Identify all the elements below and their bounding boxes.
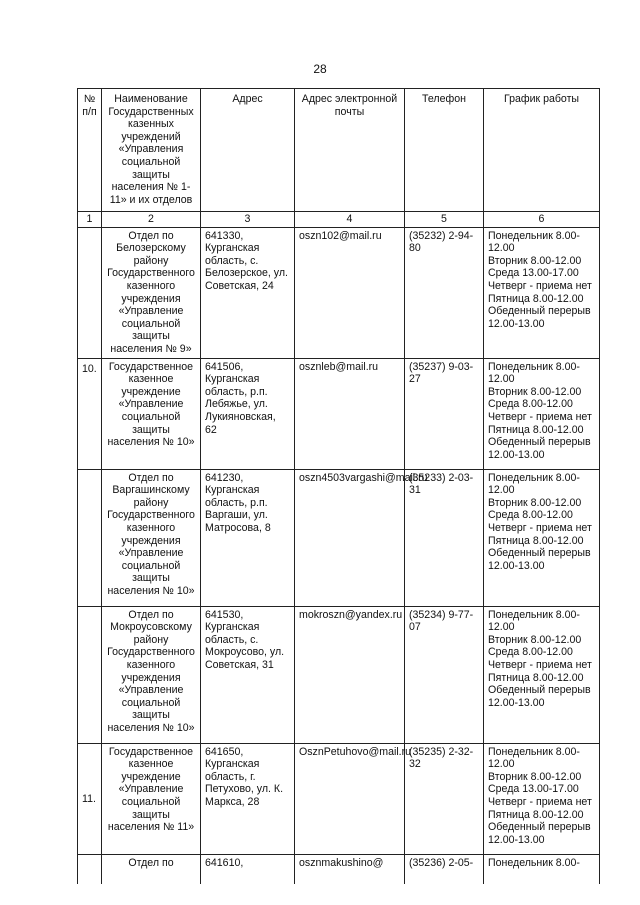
column-number-row <box>78 212 600 228</box>
phone-cell: (35236) 2-05- <box>405 854 484 884</box>
schedule-line: Четверг - приема нет <box>488 410 592 423</box>
schedule-line: Среда 8.00-12.00 <box>488 398 573 411</box>
phone-cell: (35233) 2-03-31 <box>405 469 484 606</box>
column-number: 5 <box>405 212 484 228</box>
schedule-line: Среда 8.00-12.00 <box>488 646 573 659</box>
row-number <box>78 227 102 358</box>
schedule-line: Вторник 8.00-12.00 <box>488 254 582 267</box>
table-row <box>78 743 600 854</box>
table-row <box>78 606 600 743</box>
schedule-line: Пятница 8.00-12.00 <box>488 671 584 684</box>
schedule-line: Вторник 8.00-12.00 <box>488 633 582 646</box>
institution-name: Отдел по Белозерскому району Государственного казенного учреждения «Управление социальной защиты населения № 9» <box>102 227 201 358</box>
column-number: 1 <box>78 212 102 228</box>
schedule-line: Пятница 8.00-12.00 <box>488 423 584 436</box>
schedule-line: Понедельник 8.00-12.00 <box>488 608 580 634</box>
schedule-cell <box>484 854 600 884</box>
row-number <box>78 854 102 884</box>
schedule-cell <box>484 743 600 854</box>
schedule-line: Обеденный перерыв 12.00-13.00 <box>488 436 591 461</box>
phone-cell: (35235) 2-32-32 <box>405 743 484 854</box>
schedule-line: Обеденный перерыв 12.00-13.00 <box>488 821 591 846</box>
page-number: 28 <box>313 62 327 76</box>
row-number <box>78 606 102 743</box>
column-number: 2 <box>102 212 201 228</box>
schedule-line: Понедельник 8.00- <box>488 856 580 869</box>
email-cell: osznleb@mail.ru <box>295 358 405 469</box>
schedule-line: Пятница 8.00-12.00 <box>488 292 584 305</box>
table-row <box>78 227 600 358</box>
email-cell: mokroszn@yandex.ru <box>295 606 405 743</box>
schedule-line: Пятница 8.00-12.00 <box>488 534 584 547</box>
table-header-row <box>78 89 600 212</box>
table-row <box>78 469 600 606</box>
institution-name: Отдел по Мокроусовскому району Государственного казенного учреждения «Управление социальной защиты населения № 10» <box>102 606 201 743</box>
schedule-line: Обеденный перерыв 12.00-13.00 <box>488 684 591 709</box>
address-cell: 641610, <box>201 854 295 884</box>
schedule-line: Понедельник 8.00-12.00 <box>488 745 580 771</box>
row-number: 10. <box>78 358 102 469</box>
schedule-line: Среда 8.00-12.00 <box>488 509 573 522</box>
schedule-line: Пятница 8.00-12.00 <box>488 808 584 821</box>
column-number: 6 <box>484 212 600 228</box>
institution-name: Государственное казенное учреждение «Управление социальной защиты населения № 11» <box>102 743 201 854</box>
header-address: Адрес <box>201 89 295 212</box>
email-cell: oszn4503vargashi@mail.ru <box>295 469 405 606</box>
institution-name: Отдел по <box>102 854 201 884</box>
schedule-cell <box>484 606 600 743</box>
schedule-line: Понедельник 8.00-12.00 <box>488 229 580 255</box>
address-cell: 641530, Курганская область, с. Мокроусово, ул. Советская, 31 <box>201 606 295 743</box>
header-num: № п/п <box>78 89 102 212</box>
institution-name: Отдел по Варгашинскому району Государственного казенного учреждения «Управление социальной защиты населения № 10» <box>102 469 201 606</box>
header-name: Наименование Государственных казенных учреждений «Управления социальной защиты населения № 1-11» и их отделов <box>102 89 201 212</box>
institutions-table <box>77 88 600 884</box>
email-cell: OsznPetuhovo@mail.ru <box>295 743 405 854</box>
column-number: 3 <box>201 212 295 228</box>
schedule-line: Четверг - приема нет <box>488 795 592 808</box>
header-email: Адрес электронной почты <box>295 89 405 212</box>
schedule-cell <box>484 227 600 358</box>
row-number: 11. <box>78 743 102 854</box>
schedule-cell <box>484 358 600 469</box>
address-cell: 641230, Курганская область, р.п. Варгаши, ул. Матросова, 8 <box>201 469 295 606</box>
schedule-line: Обеденный перерыв 12.00-13.00 <box>488 305 591 330</box>
schedule-line: Понедельник 8.00-12.00 <box>488 471 580 497</box>
column-number: 4 <box>295 212 405 228</box>
schedule-line: Четверг - приема нет <box>488 658 592 671</box>
schedule-line: Четверг - приема нет <box>488 279 592 292</box>
institution-name: Государственное казенное учреждение «Управление социальной защиты населения № 10» <box>102 358 201 469</box>
schedule-line: Четверг - приема нет <box>488 521 592 534</box>
address-cell: 641650, Курганская область, г. Петухово, ул. К. Маркса, 28 <box>201 743 295 854</box>
header-schedule: График работы <box>484 89 600 212</box>
phone-cell: (35234) 9-77-07 <box>405 606 484 743</box>
schedule-line: Понедельник 8.00-12.00 <box>488 360 580 386</box>
table-row <box>78 854 600 884</box>
schedule-line: Вторник 8.00-12.00 <box>488 770 582 783</box>
phone-cell: (35237) 9-03-27 <box>405 358 484 469</box>
header-phone: Телефон <box>405 89 484 212</box>
schedule-line: Вторник 8.00-12.00 <box>488 385 582 398</box>
address-cell: 641330, Курганская область, с. Белозерское, ул. Советская, 24 <box>201 227 295 358</box>
address-cell: 641506, Курганская область, р.п. Лебяжье, ул. Лукияновская, 62 <box>201 358 295 469</box>
table-row <box>78 358 600 469</box>
email-cell: osznmakushino@ <box>295 854 405 884</box>
schedule-line: Обеденный перерыв 12.00-13.00 <box>488 547 591 572</box>
schedule-line: Среда 13.00-17.00 <box>488 783 579 796</box>
schedule-line: Среда 13.00-17.00 <box>488 267 579 280</box>
schedule-line: Вторник 8.00-12.00 <box>488 496 582 509</box>
phone-cell: (35232) 2-94-80 <box>405 227 484 358</box>
row-number <box>78 469 102 606</box>
schedule-cell <box>484 469 600 606</box>
email-cell: oszn102@mail.ru <box>295 227 405 358</box>
